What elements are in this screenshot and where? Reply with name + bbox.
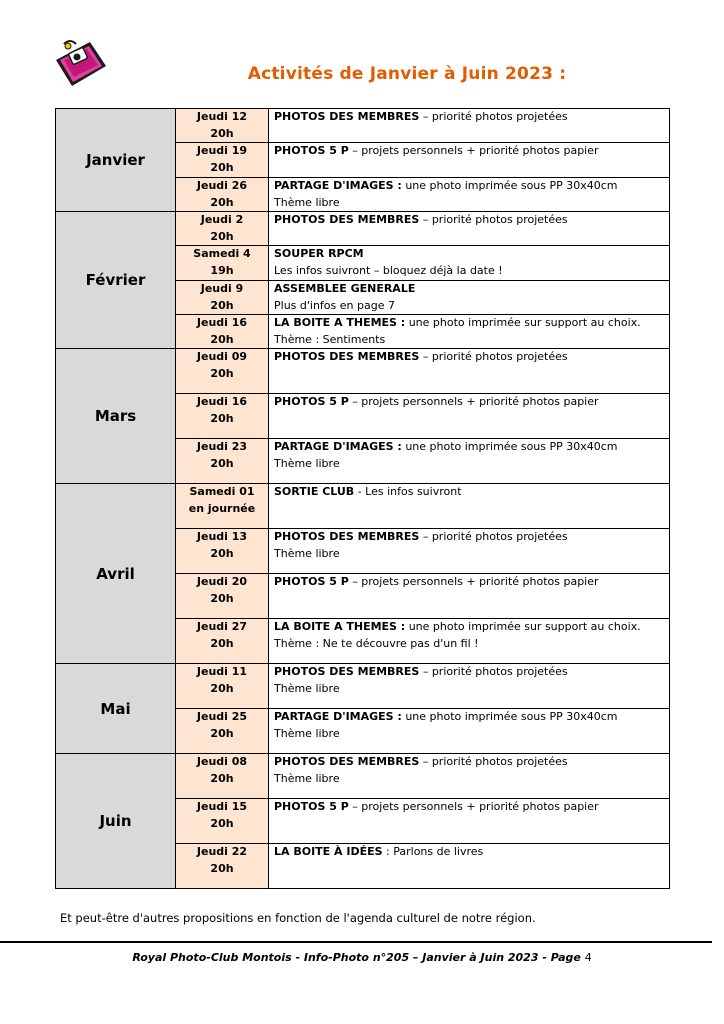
event-day: Jeudi 12 bbox=[196, 110, 248, 123]
activity-line bbox=[274, 484, 669, 501]
activity-details: – priorité photos projetées bbox=[419, 213, 568, 226]
event-time: 20h bbox=[210, 195, 234, 209]
activity-line bbox=[274, 439, 669, 456]
date-cell bbox=[176, 754, 269, 799]
activity-line bbox=[274, 281, 669, 298]
activity-line bbox=[274, 109, 669, 126]
date-cell bbox=[176, 799, 269, 844]
activity-name: LA BOITE À IDÉES bbox=[274, 845, 383, 858]
event-day: Samedi 01 bbox=[189, 485, 255, 498]
activity-line bbox=[274, 664, 669, 681]
date-cell bbox=[176, 619, 269, 664]
event-day: Samedi 4 bbox=[193, 247, 251, 260]
page-number: 4 bbox=[584, 951, 592, 964]
date-cell bbox=[176, 439, 269, 484]
event-day: Jeudi 16 bbox=[196, 316, 248, 329]
event-time: 20h bbox=[210, 771, 234, 785]
activity-details: – priorité photos projetées bbox=[419, 350, 568, 363]
activity-line bbox=[274, 212, 669, 229]
activity-line bbox=[274, 754, 669, 771]
activity-line bbox=[274, 529, 669, 546]
activity-cell bbox=[269, 394, 670, 439]
activity-line bbox=[274, 619, 669, 636]
activity-note: Thème libre bbox=[274, 681, 340, 695]
table-row bbox=[56, 349, 670, 394]
date-cell bbox=[176, 664, 269, 709]
activity-details: une photo imprimée sous PP 30x40cm bbox=[401, 440, 618, 453]
event-day: Jeudi 2 bbox=[200, 213, 244, 226]
table-row bbox=[56, 212, 670, 246]
event-day: Jeudi 9 bbox=[200, 282, 244, 295]
activity-cell bbox=[269, 178, 670, 212]
activities-table bbox=[55, 108, 670, 889]
activity-note: Thème : Sentiments bbox=[274, 332, 386, 346]
activity-note: Thème libre bbox=[274, 195, 340, 209]
activity-name: LA BOITE A THEMES : bbox=[274, 620, 406, 633]
event-time: 20h bbox=[210, 861, 234, 875]
activity-cell bbox=[269, 664, 670, 709]
activity-cell bbox=[269, 619, 670, 664]
date-cell bbox=[176, 529, 269, 574]
activity-name: PHOTOS 5 P bbox=[274, 800, 349, 813]
event-day: Jeudi 23 bbox=[196, 440, 248, 453]
date-cell bbox=[176, 844, 269, 889]
event-time: 20h bbox=[210, 591, 234, 605]
activity-cell bbox=[269, 212, 670, 246]
activity-note: Thème : Ne te découvre pas d'un fil ! bbox=[274, 636, 479, 650]
activity-name: PHOTOS 5 P bbox=[274, 144, 349, 157]
date-cell bbox=[176, 143, 269, 178]
event-day: Jeudi 16 bbox=[196, 395, 248, 408]
event-day: Jeudi 11 bbox=[196, 665, 248, 678]
event-time: 20h bbox=[210, 332, 234, 346]
activity-line bbox=[274, 246, 669, 263]
activity-note: Thème libre bbox=[274, 546, 340, 560]
activity-details: une photo imprimée sous PP 30x40cm bbox=[401, 710, 618, 723]
activity-note: Les infos suivront – bloquez déjà la date ! bbox=[274, 263, 503, 277]
event-day: Jeudi 09 bbox=[196, 350, 248, 363]
event-day: Jeudi 26 bbox=[196, 179, 248, 192]
activity-name: PHOTOS DES MEMBRES bbox=[274, 350, 420, 363]
event-time: 20h bbox=[210, 126, 234, 140]
event-day: Jeudi 25 bbox=[196, 710, 248, 723]
event-time: 20h bbox=[210, 298, 234, 312]
date-cell bbox=[176, 109, 269, 143]
activity-details: une photo imprimée sous PP 30x40cm bbox=[401, 179, 618, 192]
event-time: 19h bbox=[210, 263, 234, 277]
event-day: Jeudi 08 bbox=[196, 755, 248, 768]
activity-note: Thème libre bbox=[274, 726, 340, 740]
date-cell bbox=[176, 178, 269, 212]
month-cell: Mai bbox=[56, 664, 176, 754]
date-cell bbox=[176, 394, 269, 439]
activity-line bbox=[274, 574, 669, 591]
table-row bbox=[56, 484, 670, 529]
event-time: 20h bbox=[210, 816, 234, 830]
event-time: 20h bbox=[210, 160, 234, 174]
month-cell: Mars bbox=[56, 349, 176, 484]
footer-text: Royal Photo-Club Montois - Info-Photo n°205 – Janvier à Juin 2023 - Page bbox=[132, 951, 581, 964]
activity-name: ASSEMBLEE GENERALE bbox=[274, 282, 416, 295]
event-time: 20h bbox=[210, 366, 234, 380]
activity-name: PHOTOS DES MEMBRES bbox=[274, 530, 420, 543]
activity-line bbox=[274, 394, 669, 411]
activity-note: Thème libre bbox=[274, 771, 340, 785]
activity-note: Plus d'infos en page 7 bbox=[274, 298, 395, 312]
date-cell bbox=[176, 315, 269, 349]
activity-details: – priorité photos projetées bbox=[419, 665, 568, 678]
activity-note: Thème libre bbox=[274, 456, 340, 470]
event-time: 20h bbox=[210, 456, 234, 470]
month-cell: Février bbox=[56, 212, 176, 349]
month-cell: Juin bbox=[56, 754, 176, 889]
activity-name: PHOTOS 5 P bbox=[274, 395, 349, 408]
event-time: 20h bbox=[210, 726, 234, 740]
activity-name: SOUPER RPCM bbox=[274, 247, 364, 260]
activity-line bbox=[274, 143, 669, 160]
activity-details: – priorité photos projetées bbox=[419, 755, 568, 768]
activity-name: PHOTOS DES MEMBRES bbox=[274, 213, 420, 226]
event-time: 20h bbox=[210, 636, 234, 650]
month-cell: Janvier bbox=[56, 109, 176, 212]
activity-cell bbox=[269, 109, 670, 143]
activity-line bbox=[274, 709, 669, 726]
event-day: Jeudi 13 bbox=[196, 530, 248, 543]
activity-cell bbox=[269, 574, 670, 619]
footer-divider bbox=[0, 941, 712, 943]
activity-cell bbox=[269, 484, 670, 529]
event-time: 20h bbox=[210, 681, 234, 695]
activity-details: – projets personnels + priorité photos papier bbox=[348, 144, 599, 157]
activity-cell bbox=[269, 754, 670, 799]
event-time: 20h bbox=[210, 229, 234, 243]
activity-details: - Les infos suivront bbox=[354, 485, 462, 498]
activity-details: – projets personnels + priorité photos papier bbox=[348, 395, 599, 408]
event-day: Jeudi 19 bbox=[196, 144, 248, 157]
activity-cell bbox=[269, 246, 670, 281]
activity-name: PHOTOS DES MEMBRES bbox=[274, 755, 420, 768]
activity-cell bbox=[269, 529, 670, 574]
activity-name: PHOTOS DES MEMBRES bbox=[274, 110, 420, 123]
date-cell bbox=[176, 709, 269, 754]
activity-cell bbox=[269, 439, 670, 484]
date-cell bbox=[176, 484, 269, 529]
activity-cell bbox=[269, 315, 670, 349]
activity-details: – priorité photos projetées bbox=[419, 110, 568, 123]
month-cell: Avril bbox=[56, 484, 176, 664]
activity-details: : Parlons de livres bbox=[382, 845, 484, 858]
activity-name: PARTAGE D'IMAGES : bbox=[274, 440, 402, 453]
date-cell bbox=[176, 212, 269, 246]
page-footer bbox=[0, 951, 724, 964]
activity-name: LA BOITE A THEMES : bbox=[274, 316, 406, 329]
date-cell bbox=[176, 574, 269, 619]
activity-cell bbox=[269, 844, 670, 889]
activity-line bbox=[274, 178, 669, 195]
activity-details: – priorité photos projetées bbox=[419, 530, 568, 543]
activity-cell bbox=[269, 709, 670, 754]
footnote: Et peut-être d'autres propositions en fonction de l'agenda culturel de notre région. bbox=[60, 911, 536, 925]
activity-details: une photo imprimée sur support au choix. bbox=[405, 316, 641, 329]
date-cell bbox=[176, 281, 269, 315]
event-day: Jeudi 15 bbox=[196, 800, 248, 813]
activity-details: une photo imprimée sur support au choix. bbox=[405, 620, 641, 633]
event-time: 20h bbox=[210, 546, 234, 560]
activity-line bbox=[274, 799, 669, 816]
table-row bbox=[56, 109, 670, 143]
activity-cell bbox=[269, 349, 670, 394]
activity-details: – projets personnels + priorité photos papier bbox=[348, 800, 599, 813]
table-row bbox=[56, 754, 670, 799]
table-row bbox=[56, 664, 670, 709]
activity-name: PARTAGE D'IMAGES : bbox=[274, 710, 402, 723]
event-day: Jeudi 22 bbox=[196, 845, 248, 858]
activity-cell bbox=[269, 143, 670, 178]
activity-line bbox=[274, 844, 669, 861]
date-cell bbox=[176, 349, 269, 394]
activity-cell bbox=[269, 281, 670, 315]
event-time: en journée bbox=[188, 501, 256, 515]
activity-cell bbox=[269, 799, 670, 844]
page-title: Activités de Janvier à Juin 2023 : bbox=[247, 64, 567, 84]
activity-name: PHOTOS 5 P bbox=[274, 575, 349, 588]
activity-details: – projets personnels + priorité photos papier bbox=[348, 575, 599, 588]
activity-name: PARTAGE D'IMAGES : bbox=[274, 179, 402, 192]
activity-name: SORTIE CLUB bbox=[274, 485, 355, 498]
activity-name: PHOTOS DES MEMBRES bbox=[274, 665, 420, 678]
activity-line bbox=[274, 315, 669, 332]
event-day: Jeudi 20 bbox=[196, 575, 248, 588]
activity-line bbox=[274, 349, 669, 366]
date-cell bbox=[176, 246, 269, 281]
event-time: 20h bbox=[210, 411, 234, 425]
event-day: Jeudi 27 bbox=[196, 620, 248, 633]
